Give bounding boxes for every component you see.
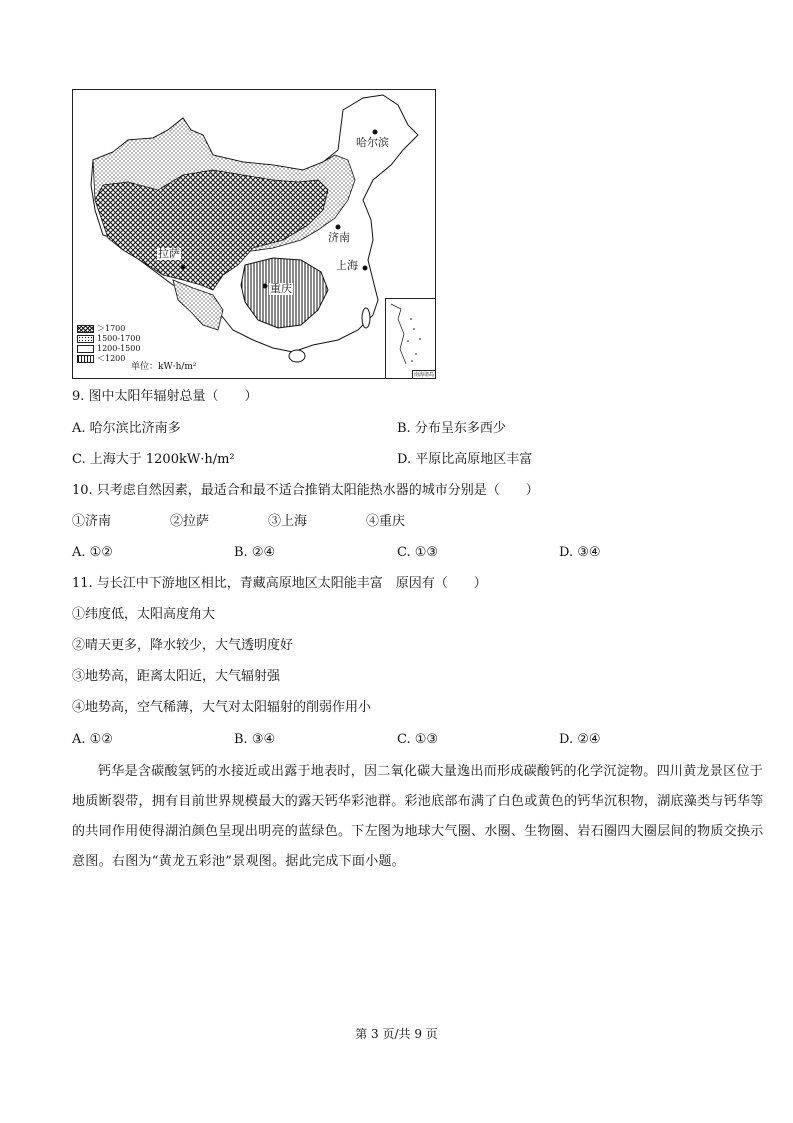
q10-option-d[interactable]: D. ③④ [559, 545, 601, 560]
inset-svg [386, 299, 436, 379]
page-footer: 第 3 页/共 9 页 [355, 1027, 438, 1041]
city-label-harbin: 哈尔滨 [356, 136, 389, 149]
legend-row [77, 334, 140, 344]
city-label-jinan: 济南 [328, 231, 350, 244]
q11-item-3: ③地势高，距离太阳近，大气辐射强 [72, 669, 281, 684]
legend-row [77, 324, 140, 334]
q9-option-a[interactable]: A. 哈尔滨比济南多 [72, 421, 181, 436]
q11-item-1: ①纬度低，太阳高度角大 [72, 607, 216, 622]
q10-item-3: ③上海 [268, 514, 308, 529]
q10-item-1: ①济南 [72, 514, 112, 529]
jinan-dot [336, 225, 341, 230]
south-china-sea-inset [385, 298, 436, 379]
legend-label: 1500-1700 [97, 334, 141, 343]
passage-paragraph: 钙华是含碳酸氢钙的水接近或出露于地表时，因二氧化碳大量逸出而形成碳酸钙的化学沉淀物。四川黄龙景区位于地质断裂带，拥有目前世界规模最大的露天钙华彩池群。彩池底部布满了白色或黄色的钙华沉积物，湖底藻类与钙华等的共同作用使得湖泊颜色呈现出明亮的蓝绿色。下左图为地球大气圈、水圈、生物圈、岩石圈四大圈层间的物质交换示意图。右图为“黄龙五彩池”景观图。据此完成下面小题。 [72, 764, 764, 869]
q11-option-a[interactable]: A. ①② [72, 732, 113, 747]
legend-swatch-crosshatch [77, 325, 94, 333]
city-label-lhasa: 拉萨 [158, 247, 180, 260]
q10-item-2: ②拉萨 [170, 514, 210, 529]
legend-label: 1200-1500 [97, 344, 141, 353]
question-10-stem: 10. 只考虑自然因素，最适合和最不适合推销太阳能热水器的城市分别是（ ） [72, 483, 539, 498]
q9-option-c[interactable]: C. 上海大于 1200kW·h/m² [72, 452, 235, 467]
legend-swatch-blank [77, 345, 94, 353]
q10-option-c[interactable]: C. ①③ [397, 545, 439, 560]
question-9-stem: 9. 图中太阳年辐射总量（ ） [72, 389, 258, 404]
lhasa-dot [181, 265, 186, 270]
q10-item-4: ④重庆 [366, 514, 406, 529]
taiwan-island [362, 308, 370, 328]
q11-option-b[interactable]: B. ③④ [234, 732, 276, 747]
city-label-shanghai: 上海 [336, 259, 358, 272]
q10-option-b[interactable]: B. ②④ [234, 545, 276, 560]
q11-item-4: ④地势高，空气稀薄，大气对太阳辐射的削弱作用小 [72, 700, 372, 715]
q11-option-c[interactable]: C. ①③ [397, 732, 439, 747]
city-label-chongqing: 重庆 [270, 282, 292, 295]
question-11-stem: 11. 与长江中下游地区相比，青藏高原地区太阳能丰富 原因有（ ） [72, 576, 487, 591]
shanghai-dot [363, 266, 368, 271]
map-unit: 单位：kW·h/m² [131, 362, 197, 372]
q11-option-d[interactable]: D. ②④ [559, 732, 601, 747]
q11-item-2: ②晴天更多，降水较少，大气透明度好 [72, 638, 294, 653]
legend-row [77, 344, 140, 354]
chongqing-dot [263, 284, 268, 289]
harbin-dot [373, 130, 378, 135]
q10-option-a[interactable]: A. ①② [72, 545, 113, 560]
q9-option-b[interactable]: B. 分布呈东多西少 [397, 421, 506, 436]
legend-swatch-dots [77, 335, 94, 343]
q9-option-d[interactable]: D. 平原比高原地区丰富 [397, 452, 533, 467]
legend-swatch-vertical-lines [77, 355, 94, 363]
map-legend [77, 324, 140, 364]
legend-label: ＜1200 [97, 354, 126, 363]
legend-label: ＞1700 [97, 324, 126, 333]
solar-radiation-map [72, 89, 436, 379]
hainan-island [289, 350, 305, 362]
inset-label: 南海诸岛 [413, 372, 434, 378]
